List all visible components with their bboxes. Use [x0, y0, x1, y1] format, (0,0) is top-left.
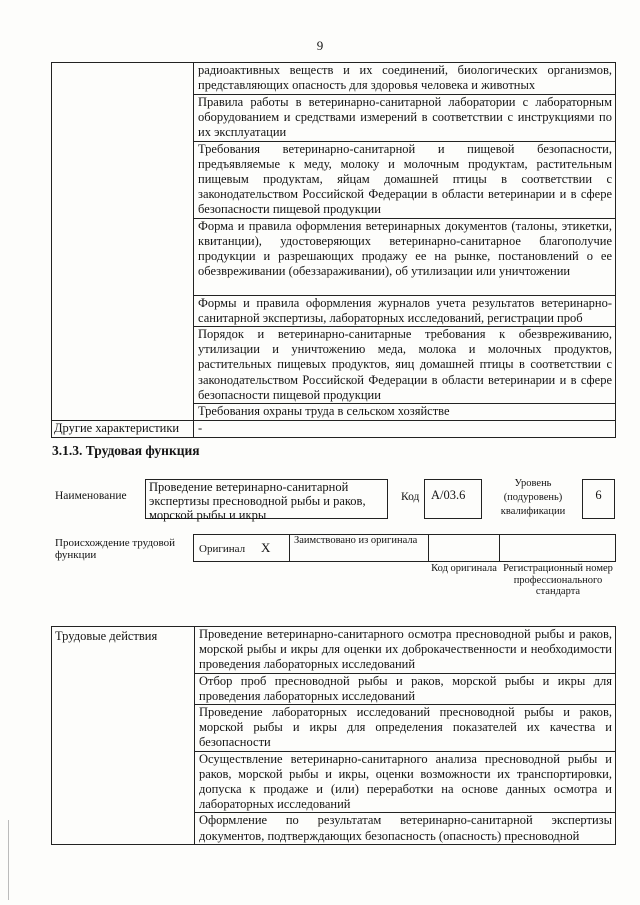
section-title: 3.1.3. Трудовая функция — [52, 443, 200, 458]
code-value-box: A/03.6 — [424, 479, 482, 519]
knowledge-row: Требования охраны труда в сельском хозяйстве — [194, 404, 616, 421]
level-label: Уровень (подуровень) квалификации — [500, 478, 566, 517]
knowledge-row: Правила работы в ветеринарно-санитарной лаборатории с лабораторным оборудованием и средствами измерений в соответствии с инструкциями по их эксплуатации — [194, 95, 616, 142]
function-name-box: Проведение ветеринарно-санитарной экспертизы пресноводной рыбы и раков, морской рыбы и икры — [145, 479, 388, 519]
level-value-box: 6 — [582, 479, 615, 519]
other-characteristics-value: - — [194, 421, 616, 438]
original-code-box — [428, 534, 500, 562]
original-label: Оригинал — [199, 543, 246, 555]
knowledge-row: радиоактивных веществ и их соединений, биологических организмов, представляющих опасность для здоровья человека и животных — [194, 63, 616, 95]
reg-number-caption: Регистрационный номер профессионального стандарта — [503, 563, 613, 597]
labor-action-row: Проведение лабораторных исследований пресноводной рыбы и раков, морской рыбы и икры для определения показателей их качества и безопасности — [195, 705, 616, 752]
origin-label: Происхождение трудовой функции — [55, 537, 176, 561]
original-code-caption: Код оригинала — [431, 563, 497, 574]
knowledge-table — [51, 62, 616, 438]
labor-action-row: Оформление по результатам ветеринарно-санитарной экспертизы документов, подтверждающих безопасность (опасность) пресноводной — [195, 813, 616, 844]
knowledge-row: Формы и правила оформления журналов учета результатов ветеринарно-санитарной экспертизы, лабораторных исследований, регистрации проб — [194, 295, 616, 326]
labor-action-row: Отбор проб пресноводной рыбы и раков, морской рыбы и икры для проведения лабораторных исследований — [195, 673, 616, 704]
page-number: 9 — [316, 38, 324, 53]
original-mark: X — [261, 540, 271, 555]
other-characteristics-label: Другие характеристики — [52, 421, 194, 438]
labor-action-row: Осуществление ветеринарно-санитарного анализа пресноводной рыбы и раков, морской рыбы и икры, оценки возможности их транспортировки, допуска к продаже и (или) переработки на основе данных осмотра и лабораторных исследований — [195, 751, 616, 813]
code-label: Код — [401, 491, 420, 503]
knowledge-row: Требования ветеринарно-санитарной и пищевой безопасности, предъявляемые к меду, молоку и молочным продуктам, растительным пищевым продуктам, яйцам домашней птицы в соответствии с законодательством Российской Федерации в области ветеринарии и в сфере безопасности пищевой продукции — [194, 141, 616, 218]
labor-action-row: Проведение ветеринарно-санитарного осмотра пресноводной рыбы и раков, морской рыбы и икры для оценки их доброкачественности и необходимости проведения лабораторных исследований — [195, 627, 616, 674]
reg-number-box — [499, 534, 616, 562]
labor-actions-table — [51, 626, 616, 845]
knowledge-row: Порядок и ветеринарно-санитарные требования к обезвреживанию, утилизации и уничтожению меда, молока и молочных продуктов, растительных пищевых продуктов, яиц домашней птицы в соответствии с законодательством Российской Федерации в области ветеринарии и в сфере безопасности пищевой продукции — [194, 327, 616, 404]
labor-actions-label: Трудовые действия — [52, 627, 195, 845]
knowledge-row: Форма и правила оформления ветеринарных документов (талоны, этикетки, квитанции), удостоверяющих ветеринарно-санитарное благополучие продукции и разрешающих продажу ее на рынке, постановлений о ее обезвреживании (обеззараживании), об утилизации или уничтожении — [194, 218, 616, 295]
original-box — [193, 534, 290, 562]
scan-edge — [8, 820, 9, 900]
borrowed-box: Заимствовано из оригинала — [289, 534, 429, 562]
knowledge-label-cell — [52, 63, 194, 421]
name-label: Наименование — [55, 490, 127, 502]
